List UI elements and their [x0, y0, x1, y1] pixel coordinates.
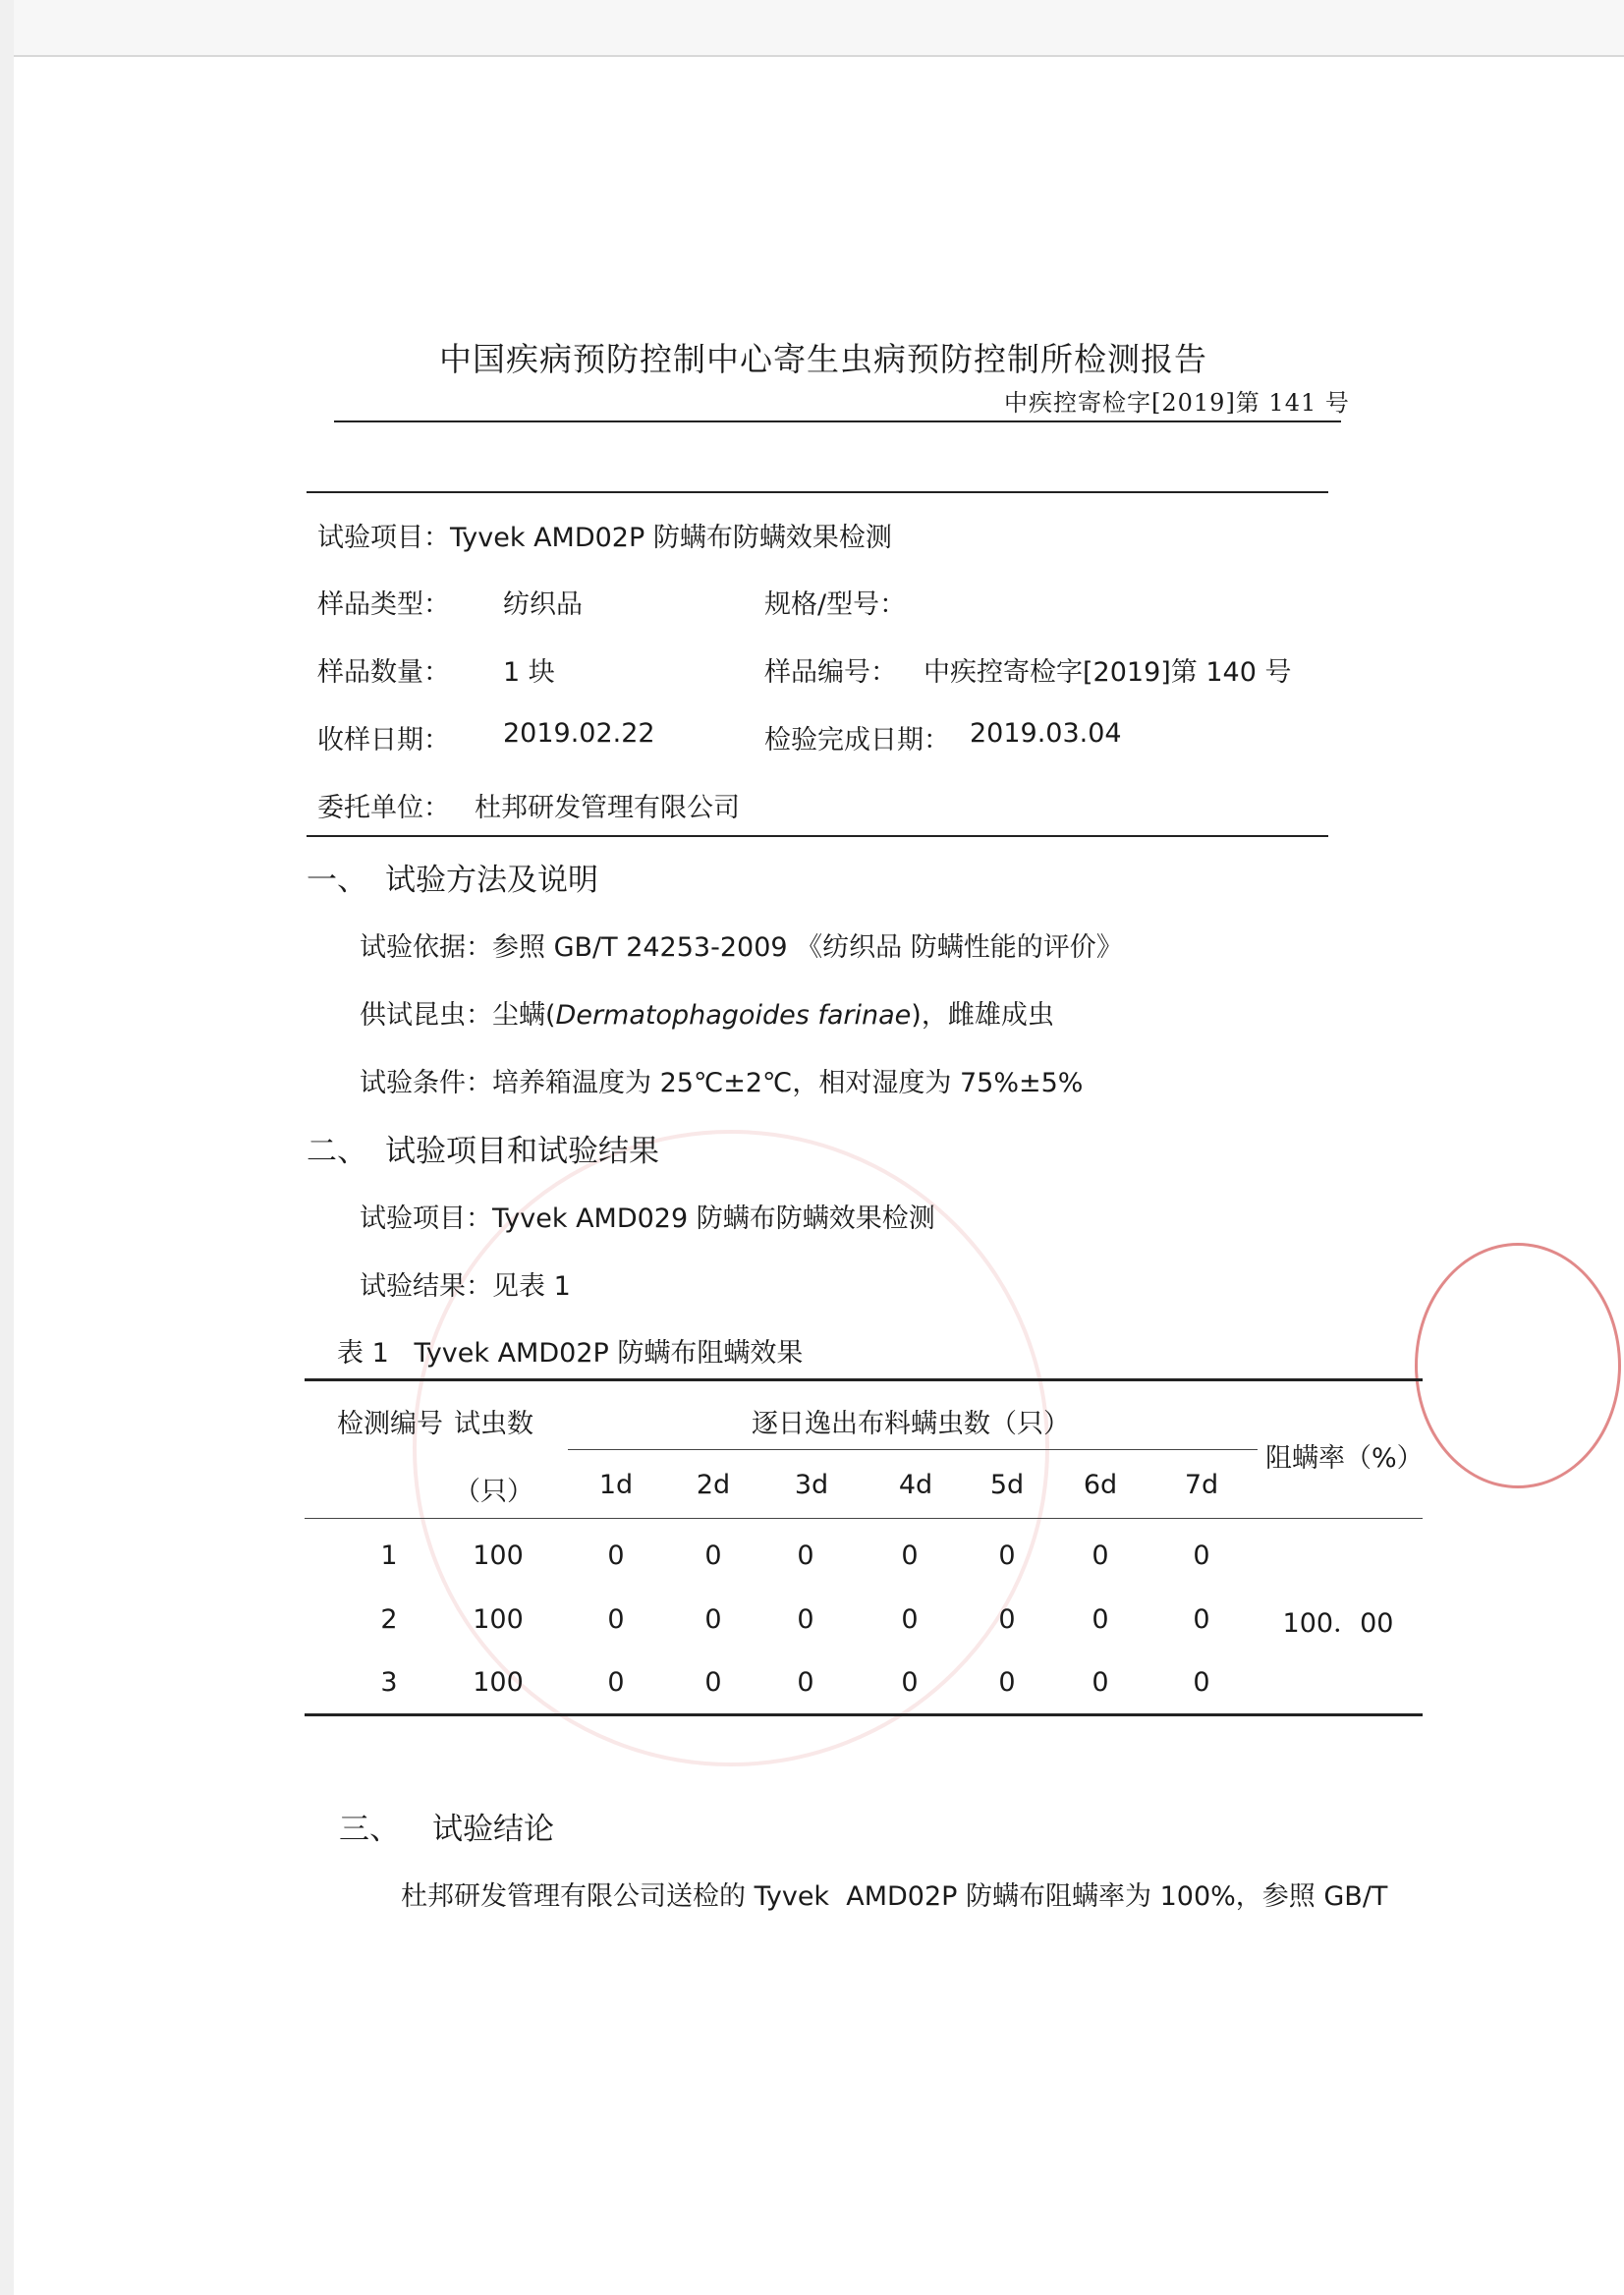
- condition-value: 培养箱温度为 25℃±2℃，相对湿度为 75%±5%: [492, 1068, 1084, 1098]
- day-header-4: 4d: [898, 1470, 933, 1500]
- day-header-2: 2d: [696, 1470, 731, 1500]
- sample-type-value: 纺织品: [503, 589, 583, 620]
- table-row-3-d5: 0: [998, 1667, 1016, 1698]
- test-item-label: 试验项目：: [317, 523, 450, 553]
- section3-num: 三、: [339, 1812, 400, 1847]
- table-header-id: 检测编号: [337, 1409, 443, 1439]
- item-label: 试验项目：: [360, 1203, 492, 1234]
- table-header-count: 试虫数: [454, 1409, 533, 1439]
- condition-line: [360, 1061, 1083, 1099]
- table-row-3-id: 3: [380, 1667, 398, 1698]
- item-value: Tyvek AMD029 防螨布防螨效果检测: [492, 1203, 935, 1234]
- sample-qty-label: 样品数量：: [317, 657, 450, 688]
- table-header-rate: 阻螨率（%）: [1265, 1443, 1424, 1474]
- table-row-2-count: 100: [473, 1604, 524, 1635]
- scan-line: [14, 55, 1624, 57]
- day-header-1: 1d: [598, 1470, 634, 1500]
- header-rule: [334, 420, 1341, 422]
- client-value: 杜邦研发管理有限公司: [475, 793, 740, 823]
- table-row-3-d3: 0: [797, 1667, 814, 1698]
- complete-date-label: 检验完成日期：: [764, 725, 950, 756]
- client-label: 委托单位：: [317, 793, 450, 823]
- receive-date-label: 收样日期：: [317, 725, 450, 756]
- day-header-6: 6d: [1083, 1470, 1118, 1500]
- section1-num: 一、: [307, 863, 367, 898]
- day-header-3: 3d: [794, 1470, 829, 1500]
- basis-label: 试验依据：: [360, 932, 492, 963]
- info-test-item: [317, 516, 892, 554]
- section1-title: 试验方法及说明: [385, 863, 598, 898]
- basis-value: 参照 GB/T 24253-2009 《纺织品 防螨性能的评价》: [492, 932, 1123, 963]
- table-top-rule: [305, 1378, 1423, 1381]
- section2-title: 试验项目和试验结果: [385, 1134, 659, 1169]
- basis-line: [360, 925, 1123, 964]
- sample-no-label: 样品编号：: [764, 657, 897, 688]
- result-line: [360, 1264, 571, 1303]
- table-bottom-rule: [305, 1713, 1423, 1716]
- table-row-1-d1: 0: [607, 1540, 625, 1571]
- table-header-count-unit: （只）: [454, 1477, 533, 1507]
- sample-qty-value: 1 块: [503, 657, 555, 688]
- table-row-2-d2: 0: [704, 1604, 722, 1635]
- insect-suffix: )，雌雄成虫: [911, 1000, 1054, 1031]
- table-row-2-d1: 0: [607, 1604, 625, 1635]
- table-row-1-d4: 0: [901, 1540, 919, 1571]
- table-subheader-rule: [568, 1449, 1258, 1450]
- table-rate-value: 100．00: [1282, 1608, 1394, 1639]
- info-top-rule: [307, 491, 1328, 493]
- sample-type-label: 样品类型：: [317, 589, 450, 620]
- table-header-rule: [305, 1518, 1423, 1519]
- item-line: [360, 1197, 935, 1235]
- section1-heading: [307, 855, 598, 899]
- red-seal-stamp: [1415, 1243, 1621, 1488]
- complete-date-value: 2019.03.04: [970, 718, 1122, 749]
- table-row-2-id: 2: [380, 1604, 398, 1635]
- scan-edge-top: [0, 0, 1624, 57]
- table-row-3-d1: 0: [607, 1667, 625, 1698]
- table-row-3-count: 100: [473, 1667, 524, 1698]
- table-caption: 表 1 Tyvek AMD02P 防螨布阻螨效果: [337, 1338, 804, 1369]
- conclusion-text: 杜邦研发管理有限公司送检的 Tyvek AMD02P 防螨布阻螨率为 100%，参照 GB/T: [401, 1881, 1388, 1912]
- section2-num: 二、: [307, 1134, 367, 1169]
- sample-no-value: 中疾控寄检字[2019]第 140 号: [924, 657, 1292, 688]
- section3-heading: [339, 1804, 554, 1848]
- day-header-5: 5d: [989, 1470, 1025, 1500]
- receive-date-value: 2019.02.22: [503, 718, 655, 749]
- table-row-2-d4: 0: [901, 1604, 919, 1635]
- test-item-value: Tyvek AMD02P 防螨布防螨效果检测: [450, 523, 892, 553]
- insect-latin-name: Dermatophagoides farinae: [555, 1000, 912, 1031]
- table-row-1-d2: 0: [704, 1540, 722, 1571]
- result-label: 试验结果：: [360, 1271, 492, 1302]
- table-row-2-d5: 0: [998, 1604, 1016, 1635]
- table-row-1-d6: 0: [1092, 1540, 1109, 1571]
- insect-line: [360, 993, 1054, 1032]
- result-value: 见表 1: [492, 1271, 571, 1302]
- table-row-2-d7: 0: [1193, 1604, 1210, 1635]
- scan-edge-left: [0, 0, 14, 2295]
- report-doc-number: 中疾控寄检字[2019]第 141 号: [1004, 389, 1350, 417]
- table-row-1-d7: 0: [1193, 1540, 1210, 1571]
- section2-heading: [307, 1126, 659, 1170]
- table-row-3-d7: 0: [1193, 1667, 1210, 1698]
- table-row-3-d6: 0: [1092, 1667, 1109, 1698]
- section3-title: 试验结论: [432, 1812, 554, 1847]
- condition-label: 试验条件：: [360, 1068, 492, 1098]
- table-row-1-d3: 0: [797, 1540, 814, 1571]
- table-header-escape: 逐日逸出布料螨虫数（只）: [752, 1409, 1070, 1439]
- table-row-1-count: 100: [473, 1540, 524, 1571]
- insect-prefix: 尘螨(: [492, 1000, 556, 1031]
- table-row-2-d6: 0: [1092, 1604, 1109, 1635]
- table-row-1-id: 1: [380, 1540, 398, 1571]
- table-row-1-d5: 0: [998, 1540, 1016, 1571]
- table-row-3-d4: 0: [901, 1667, 919, 1698]
- info-bottom-rule: [307, 835, 1328, 837]
- table-row-3-d2: 0: [704, 1667, 722, 1698]
- report-title: 中国疾病预防控制中心寄生虫病预防控制所检测报告: [439, 340, 1207, 378]
- day-header-7: 7d: [1184, 1470, 1219, 1500]
- table-row-2-d3: 0: [797, 1604, 814, 1635]
- insect-label: 供试昆虫：: [360, 1000, 492, 1031]
- spec-label: 规格/型号：: [764, 589, 907, 620]
